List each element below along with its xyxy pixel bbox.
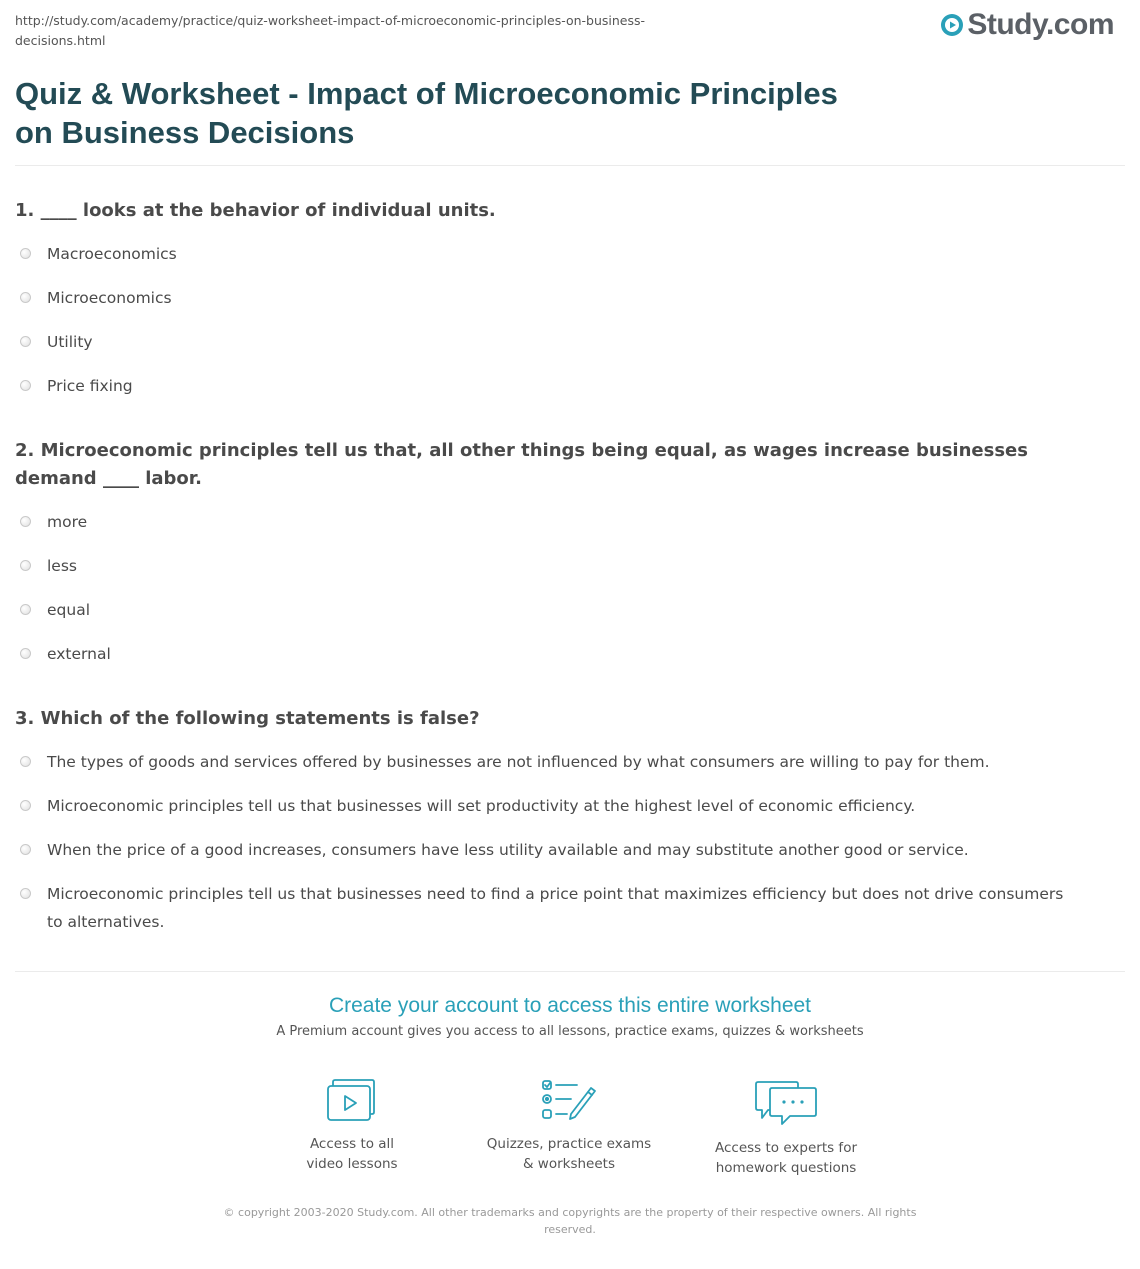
feature-quizzes <box>469 1078 669 1174</box>
answer-label: Utility <box>47 333 93 351</box>
radio-button[interactable] <box>20 800 31 811</box>
feature-experts <box>686 1078 886 1178</box>
answer-option[interactable] <box>20 880 1080 936</box>
page-title: Quiz & Worksheet - Impact of Microeconomic Principles on Business Decisions <box>15 76 838 150</box>
answer-option[interactable] <box>20 836 1080 864</box>
radio-button[interactable] <box>20 516 31 527</box>
radio-button[interactable] <box>20 292 31 303</box>
feature-label: Access to experts for homework questions <box>714 1140 857 1176</box>
answer-label: more <box>47 513 88 531</box>
answer-option[interactable] <box>20 552 1080 580</box>
radio-button[interactable] <box>20 380 31 391</box>
answer-option[interactable] <box>20 508 1080 536</box>
quiz-checklist-icon <box>541 1078 597 1122</box>
premium-description: A Premium account gives you access to all lessons, practice exams, quizzes & worksheets <box>276 1024 864 1039</box>
radio-button[interactable] <box>20 248 31 259</box>
play-logo-icon <box>940 13 964 37</box>
question-1-text: 1. ____ looks at the behavior of individual units. <box>15 200 496 221</box>
radio-button[interactable] <box>20 648 31 659</box>
answer-option[interactable] <box>20 596 1080 624</box>
copyright-footer: © copyright 2003-2020 Study.com. All other trademarks and copyrights are the property of their respective owners. All rights reserved. <box>223 1206 917 1236</box>
radio-button[interactable] <box>20 336 31 347</box>
answer-option[interactable] <box>20 240 1080 268</box>
radio-button[interactable] <box>20 560 31 571</box>
radio-button[interactable] <box>20 756 31 767</box>
answer-option[interactable] <box>20 284 1080 312</box>
answer-label: equal <box>47 601 91 619</box>
feature-label: Access to all video lessons <box>306 1136 398 1172</box>
answer-label: Macroeconomics <box>47 245 177 263</box>
question-3-text: 3. Which of the following statements is false? <box>15 708 480 729</box>
answer-option[interactable] <box>20 640 1080 668</box>
divider <box>15 971 1125 972</box>
radio-button[interactable] <box>20 888 31 899</box>
answer-label: Price fixing <box>47 377 133 395</box>
answer-label: Microeconomic principles tell us that businesses need to find a price point that maximizes efficiency but does not drive consumers to alternatives. <box>47 885 1064 931</box>
divider <box>15 165 1125 166</box>
feature-video-lessons <box>252 1078 452 1174</box>
radio-button[interactable] <box>20 604 31 615</box>
study-logo[interactable] <box>940 8 1114 42</box>
page-url: http://study.com/academy/practice/quiz-worksheet-impact-of-microeconomic-principles-on-business-decisions.html <box>15 13 646 48</box>
answer-label: The types of goods and services offered by businesses are not influenced by what consumers are willing to pay for them. <box>47 753 990 771</box>
create-account-link[interactable]: Create your account to access this entire worksheet <box>328 994 812 1017</box>
answer-option[interactable] <box>20 748 1080 776</box>
answer-option[interactable] <box>20 328 1080 356</box>
question-2-text: 2. Microeconomic principles tell us that, all other things being equal, as wages increase businesses demand ____ labor. <box>15 440 1028 489</box>
answer-label: When the price of a good increases, consumers have less utility available and may substitute another good or service. <box>47 841 969 859</box>
answer-option[interactable] <box>20 792 1080 820</box>
answer-label: external <box>47 645 111 663</box>
chat-bubbles-icon <box>754 1078 818 1126</box>
answer-option[interactable] <box>20 372 1080 400</box>
video-lessons-icon <box>326 1078 378 1122</box>
radio-button[interactable] <box>20 844 31 855</box>
answer-label: Microeconomics <box>47 289 172 307</box>
feature-label: Quizzes, practice exams & worksheets <box>486 1136 652 1172</box>
answer-label: Microeconomic principles tell us that businesses will set productivity at the highest level of economic efficiency. <box>47 797 916 815</box>
answer-label: less <box>47 557 77 575</box>
logo-text: Study.com <box>967 8 1114 41</box>
